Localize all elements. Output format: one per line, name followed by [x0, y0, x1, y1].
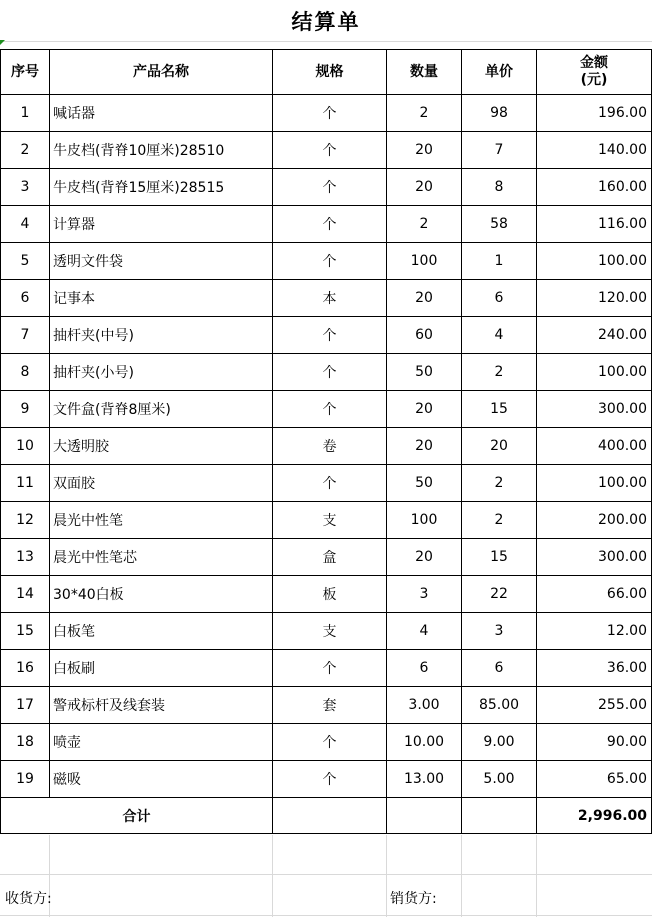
cell-amount: 100.00 [537, 465, 652, 502]
cell-price: 58 [462, 206, 537, 243]
cell-amount: 140.00 [537, 132, 652, 169]
cell-qty: 2 [387, 95, 462, 132]
cell-price: 2 [462, 354, 537, 391]
cell-amount: 300.00 [537, 391, 652, 428]
cell-index: 3 [1, 169, 50, 206]
cell-qty: 50 [387, 465, 462, 502]
cell-name: 白板刷 [50, 650, 273, 687]
empty-grid-area [0, 835, 652, 917]
cell-price: 15 [462, 539, 537, 576]
cell-name: 30*40白板 [50, 576, 273, 613]
table-row [1, 391, 652, 428]
total-empty-qty [387, 798, 462, 834]
receiver-label: 收货方: [5, 891, 52, 907]
cell-price: 20 [462, 428, 537, 465]
cell-spec: 支 [273, 613, 387, 650]
cell-amount: 116.00 [537, 206, 652, 243]
table-row [1, 650, 652, 687]
table-row [1, 132, 652, 169]
cell-index: 5 [1, 243, 50, 280]
cell-qty: 2 [387, 206, 462, 243]
cell-spec: 个 [273, 391, 387, 428]
cell-spec: 卷 [273, 428, 387, 465]
cell-index: 13 [1, 539, 50, 576]
cell-amount: 100.00 [537, 354, 652, 391]
cell-spec: 套 [273, 687, 387, 724]
cell-amount: 90.00 [537, 724, 652, 761]
header-price: 单价 [462, 50, 537, 95]
settlement-table [0, 49, 652, 834]
cell-qty: 6 [387, 650, 462, 687]
cell-qty: 20 [387, 539, 462, 576]
cell-index: 19 [1, 761, 50, 798]
cell-name: 警戒标杆及线套装 [50, 687, 273, 724]
cell-qty: 50 [387, 354, 462, 391]
cell-index: 4 [1, 206, 50, 243]
header-row [1, 50, 652, 95]
cell-price: 85.00 [462, 687, 537, 724]
cell-index: 1 [1, 95, 50, 132]
cell-amount: 160.00 [537, 169, 652, 206]
cell-name: 喷壶 [50, 724, 273, 761]
table-row [1, 613, 652, 650]
cell-qty: 20 [387, 169, 462, 206]
cell-index: 16 [1, 650, 50, 687]
total-empty-price [462, 798, 537, 834]
cell-amount: 36.00 [537, 650, 652, 687]
table-row [1, 539, 652, 576]
table-row [1, 576, 652, 613]
header-index: 序号 [1, 50, 50, 95]
cell-qty: 60 [387, 317, 462, 354]
table-row [1, 502, 652, 539]
header-amount-line2: (元) [580, 72, 608, 88]
cell-name: 双面胶 [50, 465, 273, 502]
cell-spec: 个 [273, 465, 387, 502]
cell-amount: 300.00 [537, 539, 652, 576]
cell-qty: 10.00 [387, 724, 462, 761]
cell-spec: 个 [273, 650, 387, 687]
cell-price: 9.00 [462, 724, 537, 761]
table-row [1, 465, 652, 502]
cell-price: 2 [462, 502, 537, 539]
cell-amount: 240.00 [537, 317, 652, 354]
cell-qty: 20 [387, 132, 462, 169]
cell-price: 1 [462, 243, 537, 280]
cell-index: 8 [1, 354, 50, 391]
cell-price: 3 [462, 613, 537, 650]
cell-name: 磁吸 [50, 761, 273, 798]
cell-spec: 个 [273, 317, 387, 354]
cell-amount: 255.00 [537, 687, 652, 724]
cell-amount: 200.00 [537, 502, 652, 539]
cell-spec: 个 [273, 206, 387, 243]
cell-index: 17 [1, 687, 50, 724]
cell-qty: 100 [387, 243, 462, 280]
total-amount: 2,996.00 [537, 798, 652, 834]
cell-spec: 支 [273, 502, 387, 539]
cell-name: 透明文件袋 [50, 243, 273, 280]
cell-name: 文件盒(背脊8厘米) [50, 391, 273, 428]
cell-qty: 3.00 [387, 687, 462, 724]
header-qty: 数量 [387, 50, 462, 95]
cell-price: 98 [462, 95, 537, 132]
cell-qty: 20 [387, 391, 462, 428]
cell-index: 2 [1, 132, 50, 169]
cell-index: 6 [1, 280, 50, 317]
cell-index: 11 [1, 465, 50, 502]
table-row [1, 761, 652, 798]
header-amount-line1: 金额 [580, 55, 608, 71]
cell-name: 大透明胶 [50, 428, 273, 465]
cell-name: 抽杆夹(小号) [50, 354, 273, 391]
cell-spec: 个 [273, 95, 387, 132]
cell-spec: 盒 [273, 539, 387, 576]
cell-qty: 13.00 [387, 761, 462, 798]
cell-amount: 100.00 [537, 243, 652, 280]
cell-price: 5.00 [462, 761, 537, 798]
cell-spec: 个 [273, 354, 387, 391]
cell-spec: 板 [273, 576, 387, 613]
cell-amount: 120.00 [537, 280, 652, 317]
cell-index: 14 [1, 576, 50, 613]
cell-price: 6 [462, 650, 537, 687]
cell-name: 抽杆夹(中号) [50, 317, 273, 354]
cell-name: 牛皮档(背脊15厘米)28515 [50, 169, 273, 206]
cell-amount: 65.00 [537, 761, 652, 798]
header-spec: 规格 [273, 50, 387, 95]
table-row [1, 317, 652, 354]
cell-name: 晨光中性笔 [50, 502, 273, 539]
cell-spec: 个 [273, 724, 387, 761]
cell-index: 7 [1, 317, 50, 354]
table-row [1, 354, 652, 391]
cell-index: 18 [1, 724, 50, 761]
table-row [1, 243, 652, 280]
cell-amount: 12.00 [537, 613, 652, 650]
cell-price: 2 [462, 465, 537, 502]
cell-qty: 20 [387, 280, 462, 317]
header-amount [537, 50, 652, 95]
cell-price: 22 [462, 576, 537, 613]
cell-qty: 100 [387, 502, 462, 539]
cell-qty: 20 [387, 428, 462, 465]
total-label: 合计 [1, 798, 273, 834]
table-row [1, 206, 652, 243]
cell-qty: 3 [387, 576, 462, 613]
cell-price: 7 [462, 132, 537, 169]
cell-price: 15 [462, 391, 537, 428]
seller-label: 销货方: [390, 891, 437, 907]
table-row [1, 724, 652, 761]
table-row [1, 95, 652, 132]
table-row [1, 687, 652, 724]
document-title: 结算单 [0, 0, 652, 42]
cell-price: 8 [462, 169, 537, 206]
cell-spec: 个 [273, 243, 387, 280]
cell-name: 晨光中性笔芯 [50, 539, 273, 576]
cell-spec: 个 [273, 169, 387, 206]
total-row [1, 798, 652, 834]
cell-qty: 4 [387, 613, 462, 650]
table-row [1, 280, 652, 317]
cell-name: 计算器 [50, 206, 273, 243]
cell-index: 15 [1, 613, 50, 650]
cell-name: 记事本 [50, 280, 273, 317]
header-name: 产品名称 [50, 50, 273, 95]
total-empty-spec [273, 798, 387, 834]
cell-amount: 196.00 [537, 95, 652, 132]
cell-index: 12 [1, 502, 50, 539]
cell-spec: 个 [273, 132, 387, 169]
cell-price: 4 [462, 317, 537, 354]
cell-name: 牛皮档(背脊10厘米)28510 [50, 132, 273, 169]
cell-amount: 66.00 [537, 576, 652, 613]
cell-amount: 400.00 [537, 428, 652, 465]
table-row [1, 169, 652, 206]
cell-name: 喊话器 [50, 95, 273, 132]
cell-comment-marker [0, 40, 5, 45]
cell-price: 6 [462, 280, 537, 317]
table-row [1, 428, 652, 465]
cell-spec: 个 [273, 761, 387, 798]
cell-index: 9 [1, 391, 50, 428]
cell-name: 白板笔 [50, 613, 273, 650]
cell-index: 10 [1, 428, 50, 465]
cell-spec: 本 [273, 280, 387, 317]
